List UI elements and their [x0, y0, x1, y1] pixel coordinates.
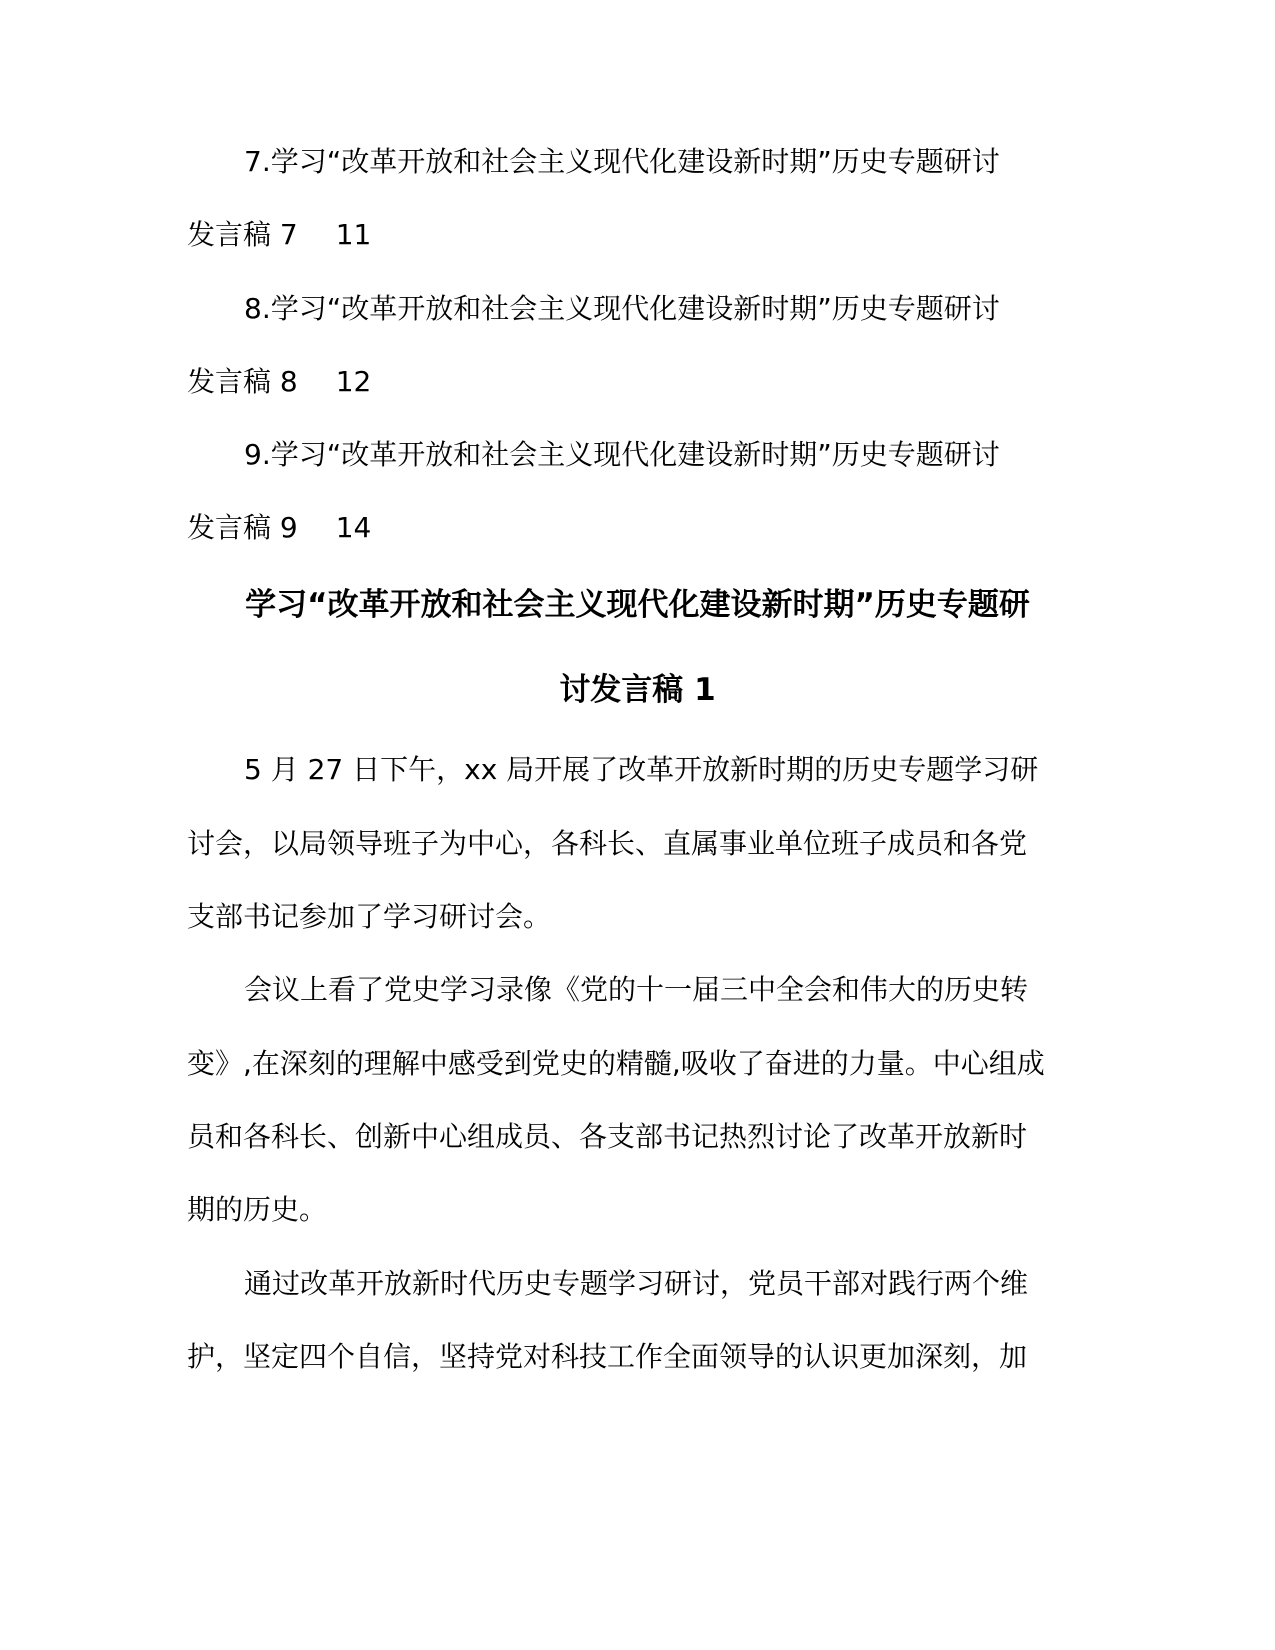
paragraph-3-line-2: 护，坚定四个自信，坚持党对科技工作全面领导的认识更加深刻，加 [187, 1340, 1028, 1373]
paragraph-2-line-2: 变》,在深刻的理解中感受到党史的精髓,吸收了奋进的力量。中心组成 [187, 1047, 1045, 1080]
toc-item-7-label: 发言稿 7 [187, 218, 298, 251]
paragraph-2-line-3: 员和各科长、创新中心组成员、各支部书记热烈讨论了改革开放新时 [187, 1120, 1028, 1153]
toc-item-7-page: 11 [335, 218, 372, 251]
paragraph-1-line-3: 支部书记参加了学习研讨会。 [187, 900, 552, 933]
section-heading-line-2: 讨发言稿 1 [559, 672, 716, 708]
toc-item-9-subtitle[interactable] [187, 510, 371, 546]
toc-item-8-label: 发言稿 8 [187, 365, 298, 398]
toc-item-9-page: 14 [335, 511, 372, 544]
toc-item-9-title[interactable]: 9.学习“改革开放和社会主义现代化建设新时期”历史专题研讨 [244, 438, 1000, 471]
paragraph-1-line-2: 讨会，以局领导班子为中心，各科长、直属事业单位班子成员和各党 [187, 827, 1028, 860]
paragraph-2-line-1: 会议上看了党史学习录像《党的十一届三中全会和伟大的历史转 [244, 973, 1029, 1006]
toc-item-7-title[interactable]: 7.学习“改革开放和社会主义现代化建设新时期”历史专题研讨 [244, 145, 1000, 178]
paragraph-2-line-4: 期的历史。 [187, 1193, 328, 1226]
toc-item-8-page: 12 [335, 365, 372, 398]
paragraph-3-line-1: 通过改革开放新时代历史专题学习研讨，党员干部对践行两个维 [244, 1267, 1029, 1300]
toc-item-8-title[interactable]: 8.学习“改革开放和社会主义现代化建设新时期”历史专题研讨 [244, 292, 1000, 325]
paragraph-1-line-1: 5 月 27 日下午，xx 局开展了改革开放新时期的历史专题学习研 [244, 753, 1039, 786]
toc-item-8-subtitle[interactable] [187, 364, 371, 400]
toc-item-9-label: 发言稿 9 [187, 511, 298, 544]
section-heading-line-1: 学习“改革开放和社会主义现代化建设新时期”历史专题研 [245, 587, 1030, 623]
toc-item-7-subtitle[interactable] [187, 217, 371, 253]
